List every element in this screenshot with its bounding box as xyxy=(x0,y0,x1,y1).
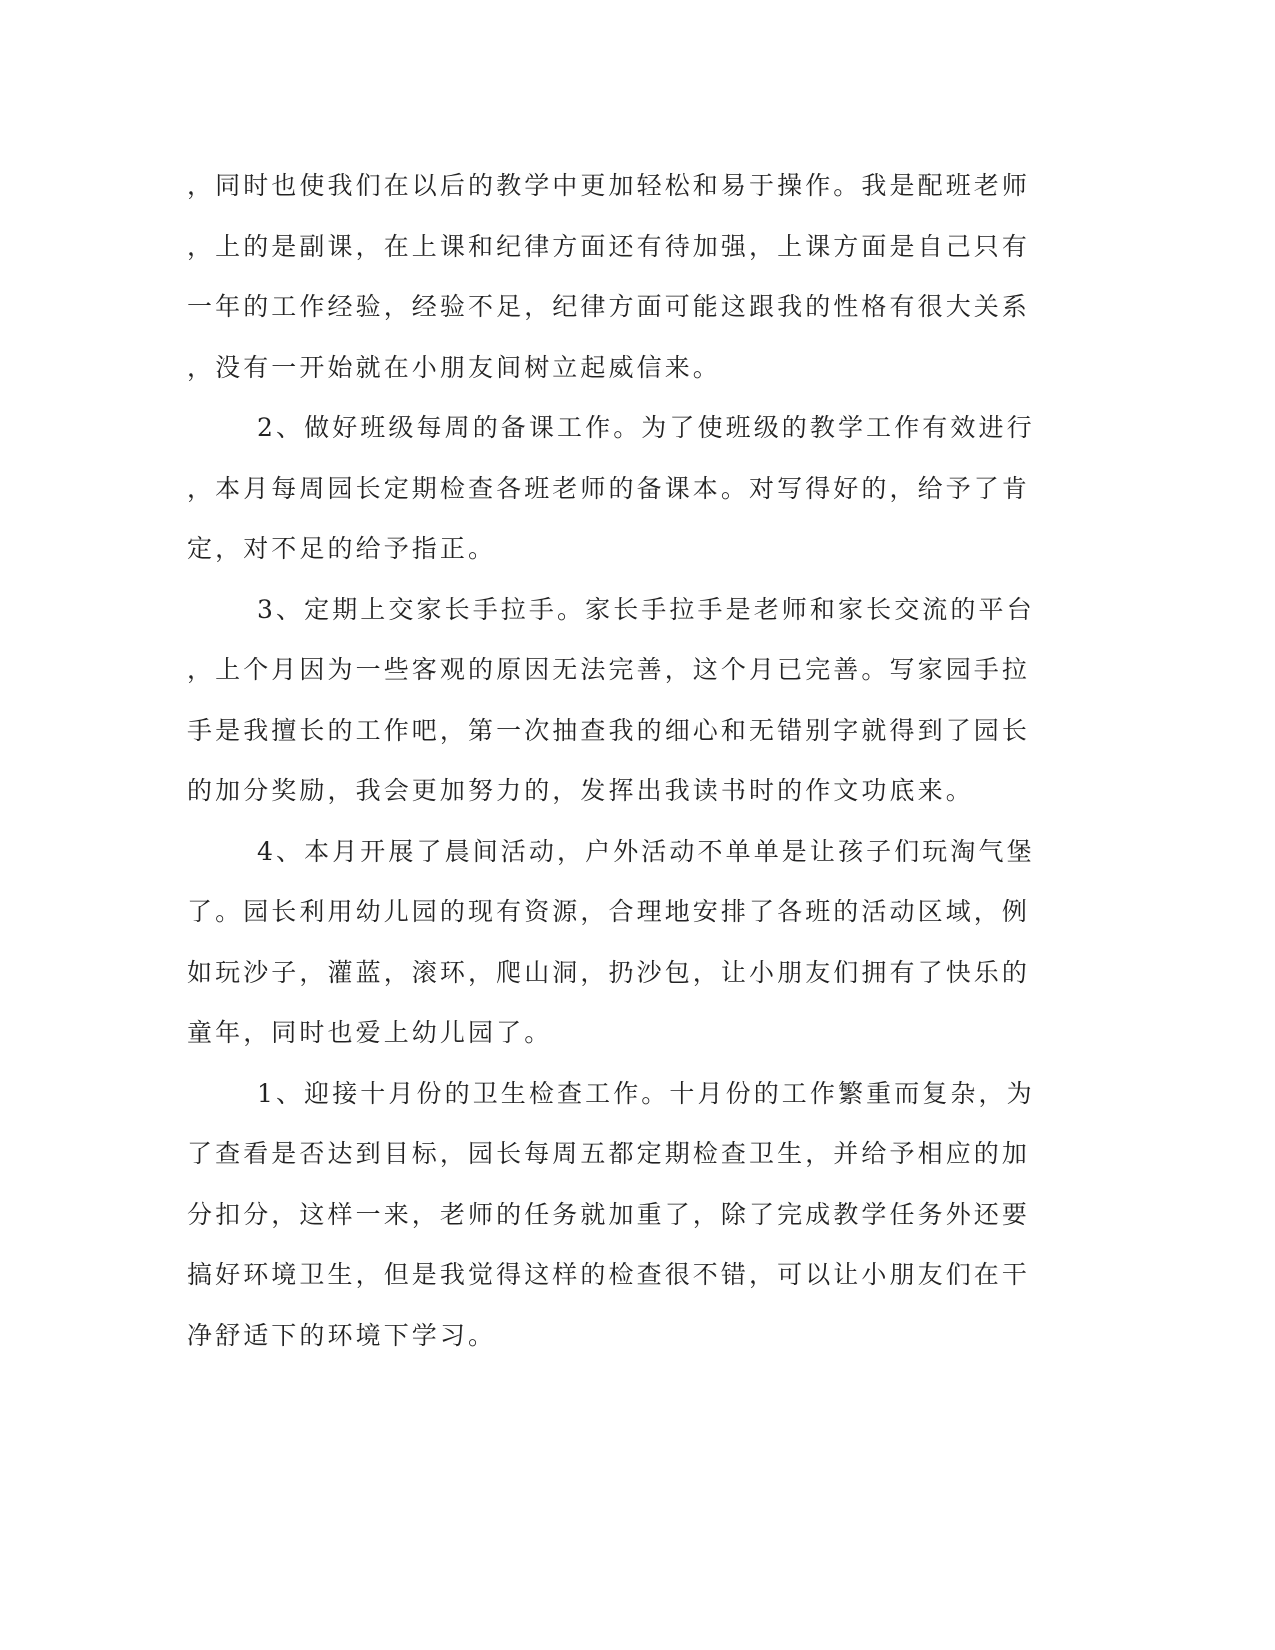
text-line: ，本月每周园长定期检查各班老师的备课本。对写得好的，给予了肯 xyxy=(187,473,1031,503)
text-line: 了查看是否达到目标，园长每周五都定期检查卫生，并给予相应的加 xyxy=(187,1139,1031,1168)
text-line: 定，对不足的给予指正。 xyxy=(187,534,497,563)
text-line: ，上的是副课，在上课和纪律方面还有待加强，上课方面是自己只有 xyxy=(187,231,1031,261)
text-line: 2、做好班级每周的备课工作。为了使班级的教学工作有效进行 xyxy=(257,413,1035,442)
text-line: 1、迎接十月份的卫生检查工作。十月份的工作繁重而复杂，为 xyxy=(257,1078,1035,1108)
text-line: 一年的工作经验，经验不足，纪律方面可能这跟我的性格有很大关系 xyxy=(187,292,1031,321)
text-line: 手是我擅长的工作吧，第一次抽查我的细心和无错别字就得到了园长 xyxy=(187,715,1031,745)
text-line: 分扣分，这样一来，老师的任务就加重了，除了完成教学任务外还要 xyxy=(187,1199,1031,1229)
paragraph-4 xyxy=(187,822,1057,1064)
document-body xyxy=(187,156,1057,1366)
text-line: 3、定期上交家长手拉手。家长手拉手是老师和家长交流的平台 xyxy=(257,594,1035,624)
paragraph-2 xyxy=(187,398,1057,580)
text-line: ，没有一开始就在小朋友间树立起威信来。 xyxy=(187,352,721,382)
text-line: ，同时也使我们在以后的教学中更加轻松和易于操作。我是配班老师 xyxy=(187,171,1031,200)
paragraph-3 xyxy=(187,580,1057,822)
text-line: 的加分奖励，我会更加努力的，发挥出我读书时的作文功底来。 xyxy=(187,776,974,805)
text-line: ，上个月因为一些客观的原因无法完善，这个月已完善。写家园手拉 xyxy=(187,655,1031,684)
text-line: 搞好环境卫生，但是我觉得这样的检查很不错，可以让小朋友们在干 xyxy=(187,1260,1031,1289)
text-line: 童年，同时也爱上幼儿园了。 xyxy=(187,1018,553,1047)
text-line: 如玩沙子，灌蓝，滚环，爬山洞，扔沙包，让小朋友们拥有了快乐的 xyxy=(187,957,1031,987)
paragraph-1 xyxy=(187,156,1057,398)
text-line: 了。园长利用幼儿园的现有资源，合理地安排了各班的活动区域，例 xyxy=(187,897,1031,926)
text-line: 净舒适下的环境下学习。 xyxy=(187,1320,497,1350)
paragraph-5 xyxy=(187,1064,1057,1367)
text-line: 4、本月开展了晨间活动，户外活动不单单是让孩子们玩淘气堡 xyxy=(257,836,1035,866)
